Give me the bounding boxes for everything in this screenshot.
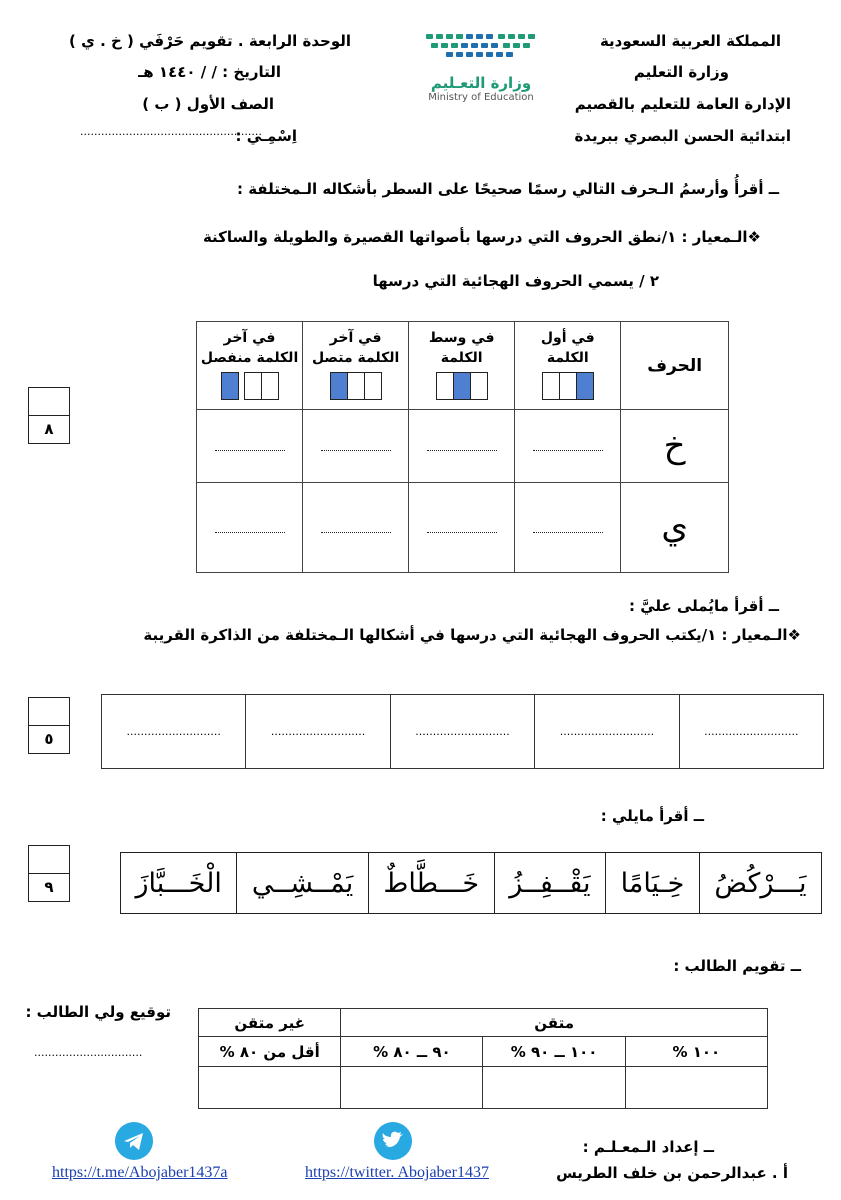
dictation-blank[interactable]: ........................... [245,695,389,768]
word-cell: خَـــطَّاطٌ [368,853,494,913]
section1-criterion2: ٢ / يسمي الحروف الهجائية التي درسها [372,272,659,290]
prepared-by-label: ــ إعداد الـمعـلـم : [582,1138,714,1156]
word-cell: يَـــرْكُضُ [699,853,821,913]
mark-cell[interactable] [199,1067,341,1109]
logo-english: Ministry of Education [428,92,534,103]
word-cell: خِـيَامًا [605,853,699,913]
evaluation-title: ــ تقويم الطالب : [673,957,801,975]
dictation-row [101,694,824,769]
section3-instruction: ــ أقرأ مايلي : [600,807,704,825]
guardian-label: توقيع ولي الطالب : [25,1003,171,1021]
dictation-blank[interactable]: ........................... [534,695,678,768]
grade-line: الصف الأول ( ب ) [142,95,274,113]
band-80-90: ٩٠ ــ ٨٠ % [341,1037,483,1067]
dictation-blank[interactable]: ........................... [679,695,823,768]
answer-cell[interactable] [515,410,621,482]
answer-cell[interactable] [409,410,515,482]
band-90-100: ١٠٠ ــ ٩٠ % [483,1037,625,1067]
letters-table [196,321,729,573]
section2-instruction: ــ أقرأ مايُملى عليَّ : [628,597,779,615]
logo-mark-icon [422,28,540,68]
answer-cell[interactable] [409,482,515,572]
evaluation-table [198,1008,768,1109]
answer-cell[interactable] [515,482,621,572]
guardian-signature-field[interactable]: ............................... [34,1046,143,1059]
letter-kha: خ [621,410,729,482]
logo-arabic: وزارة التعـليم [430,74,532,92]
score-box-section1: ٨ [28,387,70,444]
header-end-connected: في آخر الكلمة متصل [303,322,409,410]
telegram-icon[interactable] [115,1122,153,1160]
section1-criterion1: ❖الـمعيار : ١/نطق الحروف التي درسها بأصواتها القصيرة والطويلة والساكنة [202,228,761,246]
answer-cell[interactable] [197,410,303,482]
header-middle: في وسط الكلمة [409,322,515,410]
word-cell: يَقْــفِــزُ [494,853,605,913]
mastered-header: متقن [341,1009,768,1037]
telegram-link[interactable]: https://t.me/Abojaber1437a [52,1164,228,1181]
score-box-section3: ٩ [28,845,70,902]
score-box-section2: ٥ [28,697,70,754]
mark-cell[interactable] [341,1067,483,1109]
name-field[interactable]: .................................................... [80,125,262,138]
dictation-blank[interactable]: ........................... [390,695,534,768]
letter-ya: ي [621,482,729,572]
unit-title: الوحدة الرابعة . تقويم حَرْفَي ( خ . ي ) [69,32,351,50]
not-mastered-header: غير متقن [199,1009,341,1037]
answer-cell[interactable] [303,410,409,482]
twitter-link[interactable]: https://twitter. Abojaber1437 [305,1164,489,1181]
teacher-name: أ . عبدالرحمن بن خلف الطريس [556,1164,788,1182]
school-title: ابتدائية الحسن البصري ببريدة [574,127,791,145]
twitter-icon[interactable] [374,1122,412,1160]
band-100: ١٠٠ % [625,1037,767,1067]
section2-criterion: ❖الـمعيار : ١/يكتب الحروف الهجائية التي درسها في أشكالها الـمختلفة من الذاكرة القريبة [143,626,801,644]
section1-instruction: ــ أقرأُ وأرسمُ الـحرف التالي رسمًا صحيحًا على السطر بأشكاله الـمختلفة : [236,180,779,198]
word-cell: الْخَـــبَّازَ [135,867,222,899]
words-row [120,852,822,914]
ministry-logo [422,28,540,106]
directorate-title: الإدارة العامة للتعليم بالقصيم [574,95,791,113]
mark-cell[interactable] [625,1067,767,1109]
kingdom-title: المملكة العربية السعودية [599,32,781,50]
dictation-blank[interactable]: ........................... [126,725,221,738]
band-below-80: أقل من ٨٠ % [199,1037,341,1067]
ministry-title: وزارة التعليم [633,63,729,81]
mark-cell[interactable] [483,1067,625,1109]
header-first: في أول الكلمة [515,322,621,410]
name-label: اِسْمِـي : [235,127,297,145]
answer-cell[interactable] [303,482,409,572]
date-line: التاريخ : / / ١٤٤٠ هـ [138,63,281,81]
word-cell: يَمْــشِــي [236,853,367,913]
header-end-separate: في آخر الكلمة منفصل [197,322,303,410]
answer-cell[interactable] [197,482,303,572]
header-letter: الحرف [621,322,729,410]
